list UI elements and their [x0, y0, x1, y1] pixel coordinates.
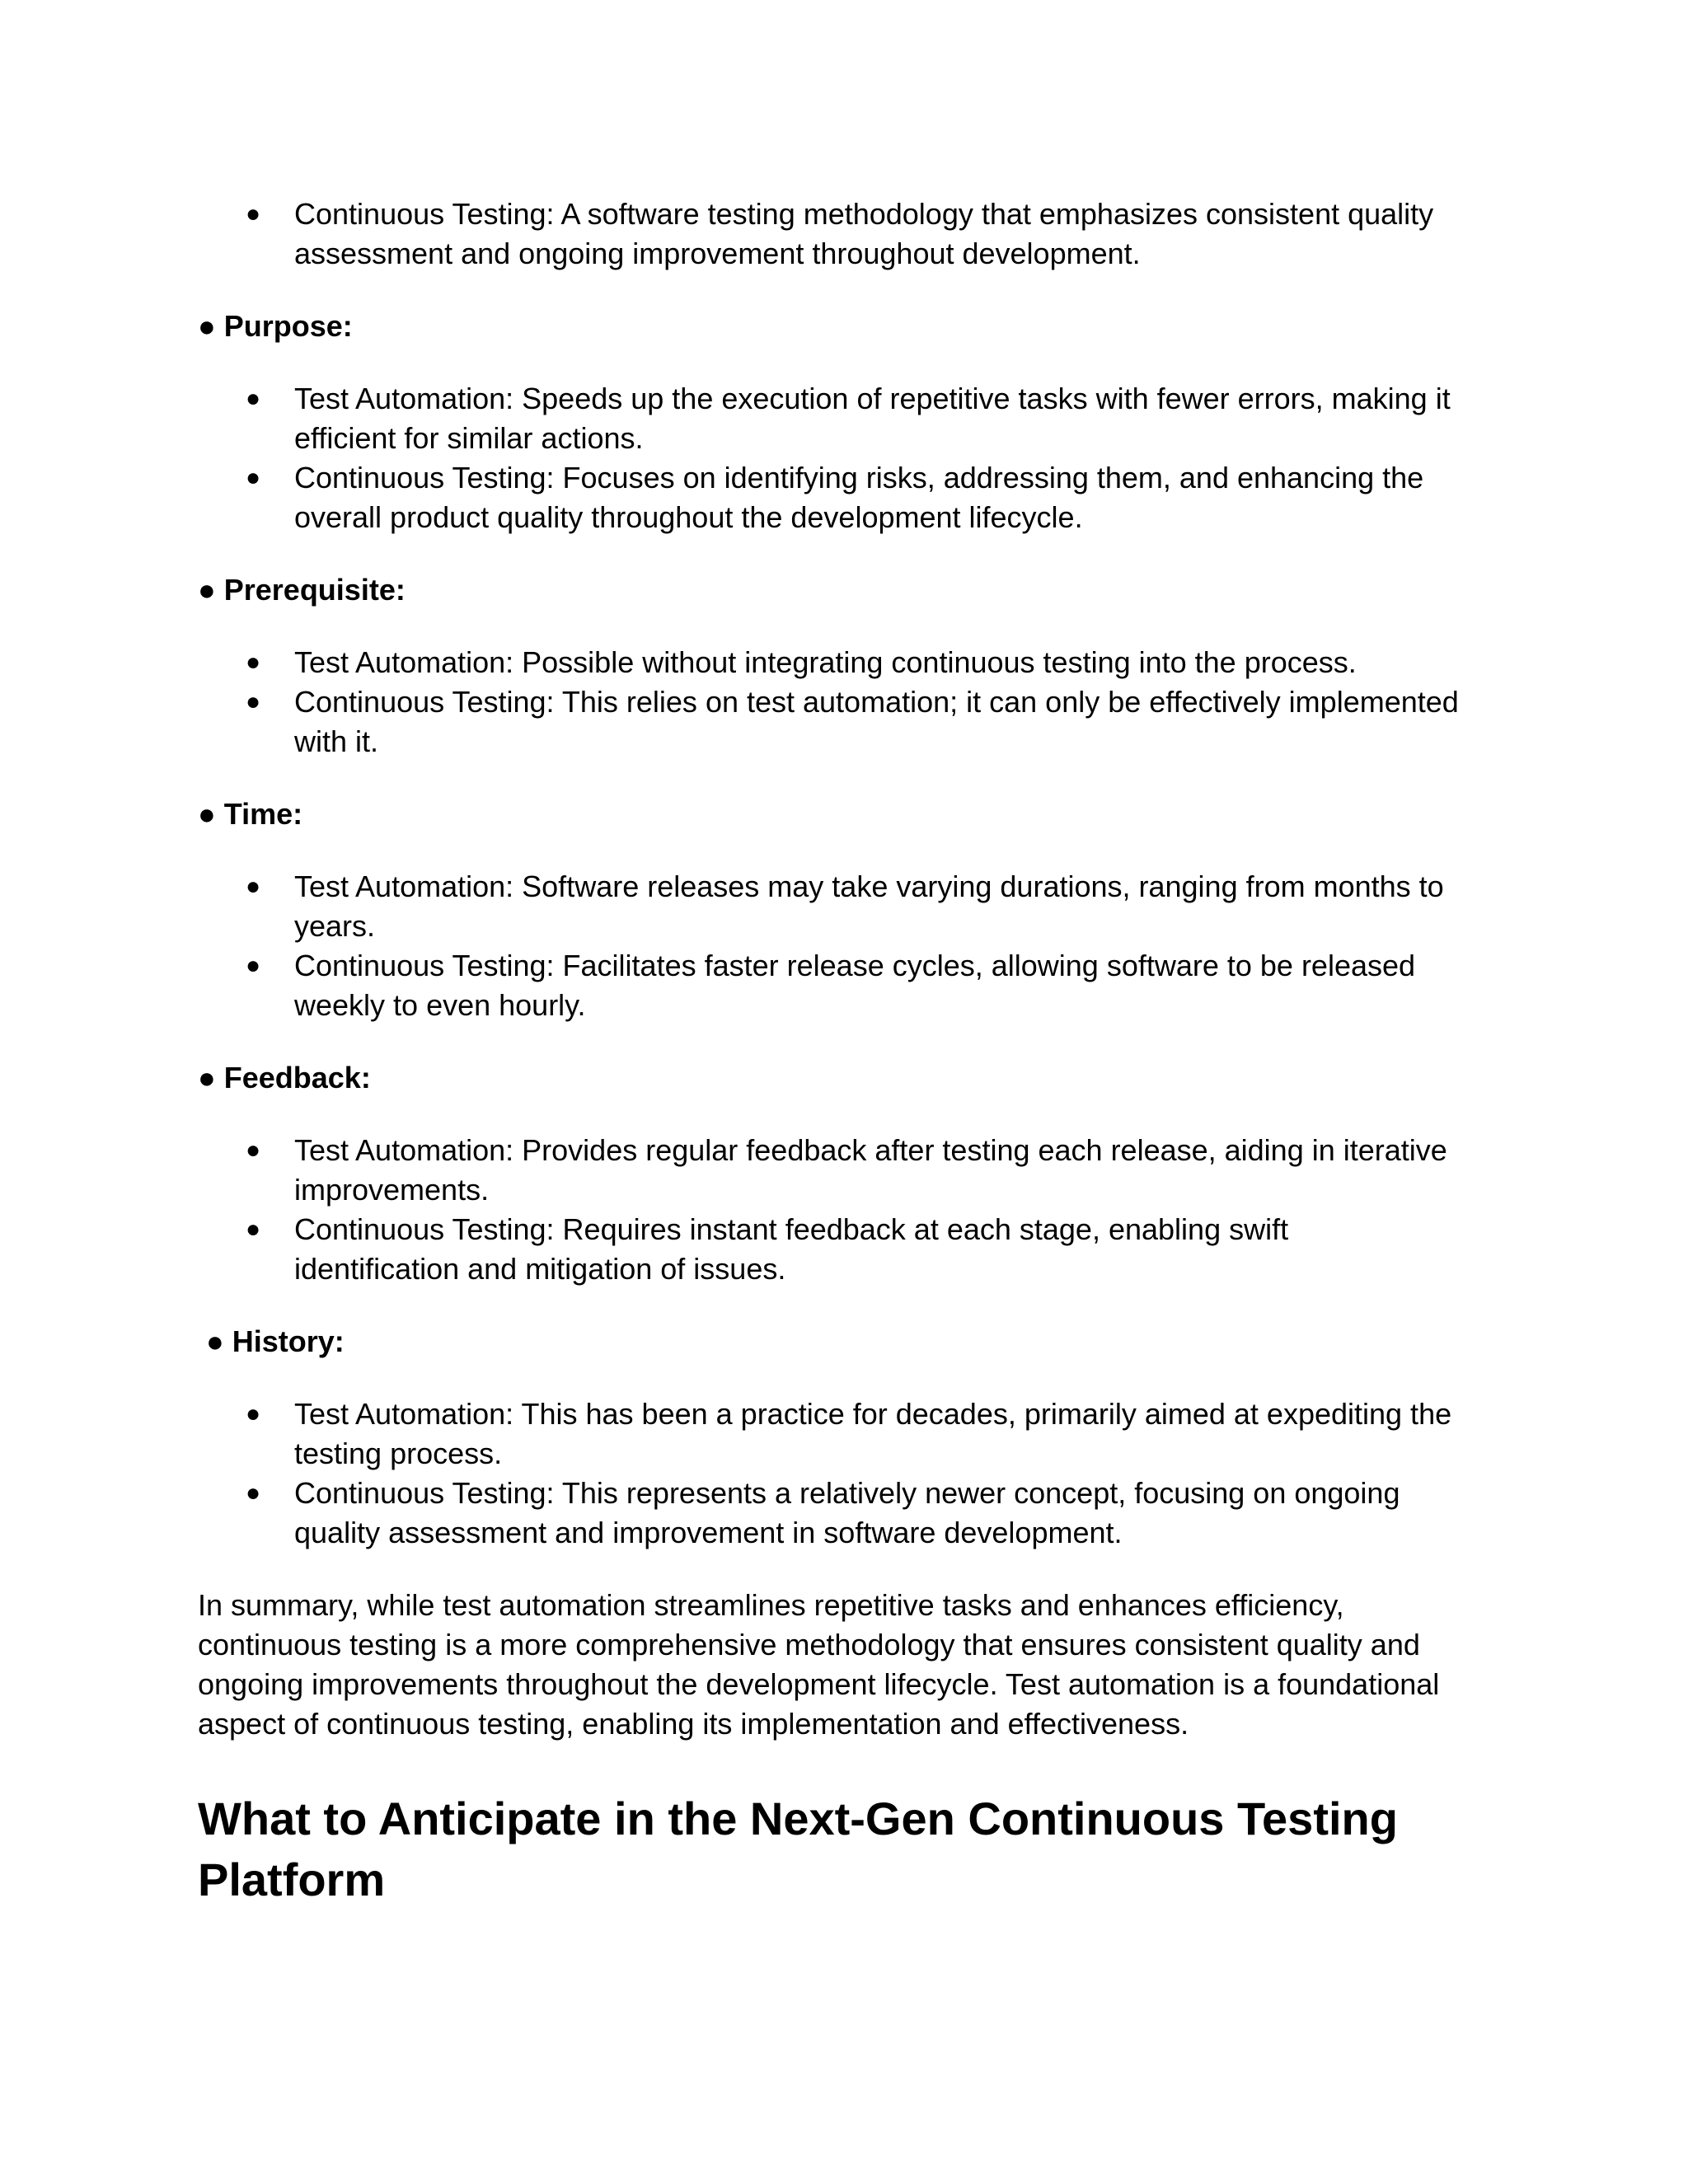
bullet-icon: ● [246, 464, 261, 491]
list-item-text: assessment and ongoing improvement throughout development. [294, 237, 1141, 270]
list-item-text: Continuous Testing: Facilitates faster release cycles, allowing software to be released [294, 949, 1416, 982]
summary-line: In summary, while test automation streamlines repetitive tasks and enhances efficiency, [198, 1588, 1344, 1622]
bullet-icon: ● [246, 385, 261, 412]
list-item-text: Continuous Testing: This relies on test automation; it can only be effectively implemented [294, 685, 1459, 719]
list-item-text: identification and mitigation of issues. [294, 1252, 786, 1286]
list-item-text: quality assessment and improvement in software development. [294, 1516, 1123, 1549]
section-heading: ● Prerequisite: [198, 573, 406, 607]
summary-line: ongoing improvements throughout the development lifecycle. Test automation is a foundational [198, 1667, 1440, 1701]
summary-line: continuous testing is a more comprehensive methodology that ensures consistent quality and [198, 1628, 1420, 1661]
list-item-text: efficient for similar actions. [294, 421, 644, 455]
list-item-text: improvements. [294, 1173, 490, 1207]
heading-line: Platform [198, 1854, 386, 1905]
list-item-text: Continuous Testing: Requires instant feedback at each stage, enabling swift [294, 1212, 1289, 1246]
bullet-icon: ● [246, 1216, 261, 1243]
heading-line: What to Anticipate in the Next-Gen Continuous Testing [198, 1793, 1398, 1844]
bullet-icon: ● [246, 200, 261, 227]
list-item-text: Test Automation: This has been a practice for decades, primarily aimed at expediting the [294, 1397, 1452, 1431]
list-item-text: years. [294, 909, 376, 943]
bullet-icon: ● [246, 1479, 261, 1507]
summary-line: aspect of continuous testing, enabling its implementation and effectiveness. [198, 1707, 1189, 1741]
section-heading: ● Time: [198, 797, 303, 831]
list-item-text: testing process. [294, 1436, 503, 1470]
bullet-icon: ● [246, 1137, 261, 1164]
list-item-text: overall product quality throughout the development lifecycle. [294, 500, 1083, 534]
list-item-text: Continuous Testing: Focuses on identifying risks, addressing them, and enhancing the [294, 461, 1424, 494]
section-heading: ● Purpose: [198, 309, 353, 343]
section-heading: ● History: [206, 1324, 345, 1358]
list-item-text: Continuous Testing: This represents a relatively newer concept, focusing on ongoing [294, 1476, 1400, 1510]
section-heading: ● Feedback: [198, 1061, 371, 1094]
bullet-icon: ● [246, 952, 261, 979]
list-item-text: Test Automation: Possible without integrating continuous testing into the process. [294, 645, 1357, 679]
bullet-icon: ● [246, 873, 261, 900]
bullet-icon: ● [246, 649, 261, 676]
list-item-text: weekly to even hourly. [294, 988, 586, 1022]
list-item-text: Test Automation: Speeds up the execution of repetitive tasks with fewer errors, making it [294, 382, 1451, 415]
list-item-text: with it. [294, 724, 379, 758]
bullet-icon: ● [246, 1400, 261, 1427]
list-item-text: Continuous Testing: A software testing methodology that emphasizes consistent quality [294, 197, 1434, 231]
list-item-text: Test Automation: Software releases may take varying durations, ranging from months to [294, 869, 1444, 903]
bullet-icon: ● [246, 688, 261, 715]
list-item-text: Test Automation: Provides regular feedback after testing each release, aiding in iterative [294, 1133, 1447, 1167]
